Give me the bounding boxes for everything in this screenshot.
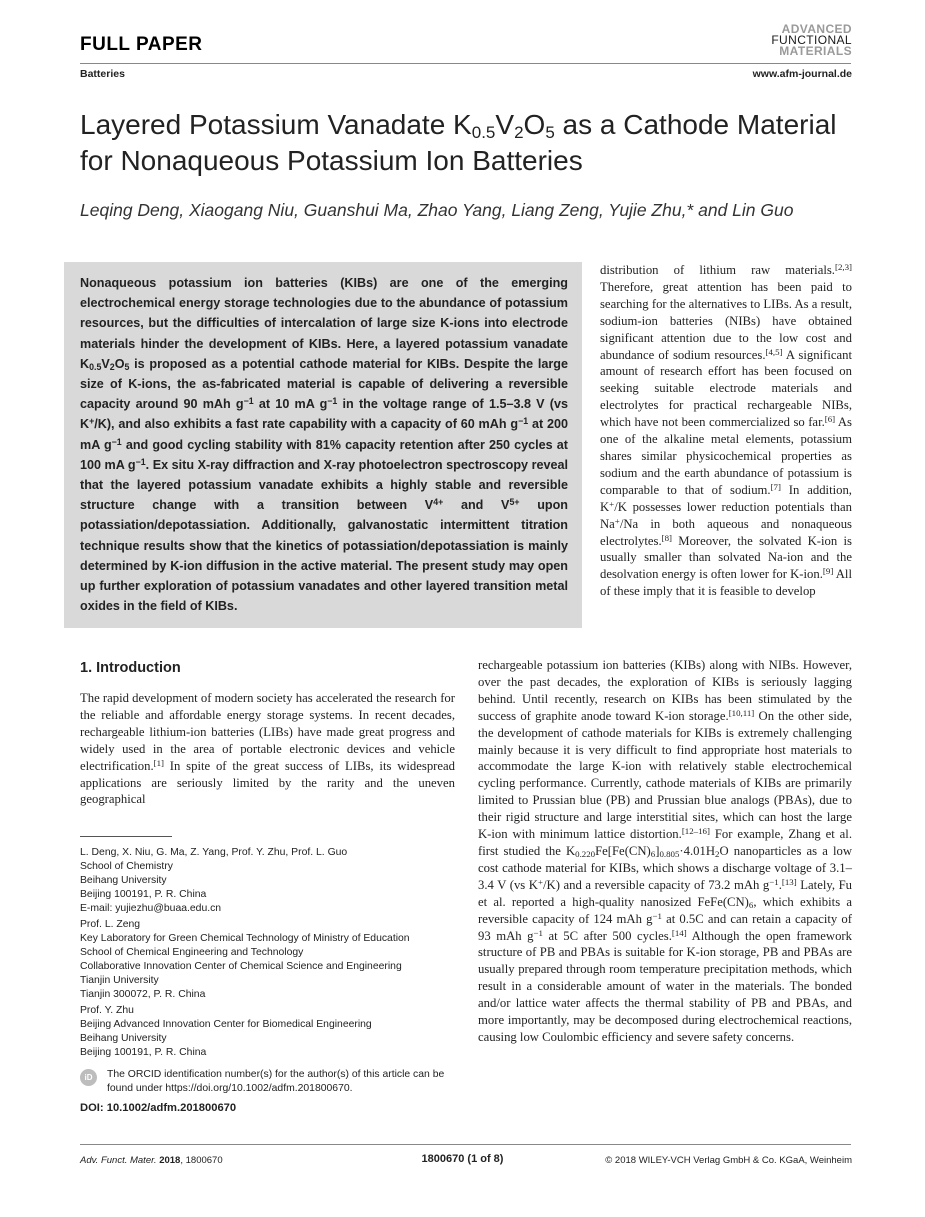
footer-divider	[80, 1144, 851, 1145]
affiliation-line: Key Laboratory for Green Chemical Technology of Ministry of Education	[80, 933, 410, 944]
affiliation-line: Beijing 100191, P. R. China	[80, 1047, 207, 1058]
body-text-right-bottom: rechargeable potassium ion batteries (KIBs) along with NIBs. However, over the past decades, the exploration of KIBs is seriously lagging behind. Until recently, research on KIBs has been stimulated by the success of graphite anode toward K-ion storage.[10,11] On the other side, the development of cathode materials for KIBs is extremely challenging mainly because it is very difficult to find appropriate host materials to accommodate the large K-ion with relatively stable electrochemical cycling performance. Currently, cathode materials of KIBs are primarily limited to Prussian blue (PB) and Prussian blue analogs (PBAs), due to their rigid structure and large interstitial sites, which can host the large K-ion with minimum lattice distortion.[12–16] For example, Zhang et al. first studied the $K_{0.220}Fe[Fe(CN)_6]_{0.805}\cdot 4.01H_2O$ nanoparticles as a low cost cathode material for KIBs, which shows a discharge voltage of 3.1–3.4 V (vs K+/K) and a reversible capacity of 73.2 mAh $g^{-1}.[13]$ Lately, Fu et al. reported a high-quality nanosized $FeFe(CN)_6$, which exhibits a reversible capacity of 124 mAh $g^{-1}$ at 0.5C and can retain a capacity of 93 mAh $g^{-1}$ at 5C after 500 cycles.[14] Although the open framework structure of PB and PBAs is suitable for K-ion storage, PB and PBAs are usually prepared through room temperature precipitation methods, which result in a considerable amount of water in the materials. The bonded and/or lattice water affects the thermal stability of PB and PBAs, and more importantly, may be decomposed during electrochemical reactions, causing low Coulombic efficiency and severe safety concerns.	[478, 658, 853, 1044]
affiliation-line: L. Deng, X. Niu, G. Ma, Z. Yang, Prof. Y. Zhu, Prof. L. Guo	[80, 847, 348, 858]
affiliation-group	[80, 846, 470, 916]
affiliation-line: Beihang University	[80, 1033, 167, 1044]
logo-line-materials: MATERIALS	[779, 44, 852, 58]
affiliation-line: Collaborative Innovation Center of Chemical Science and Engineering	[80, 961, 402, 972]
affiliation-line: Prof. Y. Zhu	[80, 1005, 134, 1016]
section-heading-introduction: 1. Introduction	[80, 660, 181, 676]
journal-logo	[771, 24, 852, 57]
affiliation-line: School of Chemical Engineering and Technology	[80, 947, 304, 958]
page-number: 1800670 (1 of 8)	[421, 1153, 504, 1165]
body-text-right-top: distribution of lithium raw materials.[2,3] Therefore, great attention has been paid to searching for the alternatives to LIBs. As a result, sodium-ion batteries (NIBs) have obtained significant attention due to the low cost and abundance of sodium resources.[4,5] A significant amount of research effort has been focused on seeking suitable electrode materials and electrolytes for practical rechargeable NIBs, which have not been commercialized so far.[6] As one of the alkaline metal elements, potassium shares similar physicochemical properties as sodium and the earth abundance of potassium is comparable to that of sodium.[7] In addition, K+/K possesses lower reduction potentials than Na+/Na in both aqueous and nonaqueous electrolytes.[8] Moreover, the solvated K-ion is usually smaller than solvated Na-ion and the desolvation energy is often lower for K-ion.[9] All of these imply that it is feasible to develop	[600, 262, 852, 599]
author-list: Leqing Deng, Xiaogang Niu, Guanshui Ma, Zhao Yang, Liang Zeng, Yujie Zhu,* and Lin Guo	[80, 200, 794, 220]
affiliation-group	[80, 918, 470, 1002]
affiliation-line: Prof. L. Zeng	[80, 919, 141, 930]
doi-link[interactable]: DOI: 10.1002/adfm.201800670	[80, 1102, 237, 1114]
orcid-icon[interactable]: iD	[80, 1069, 97, 1086]
footer-citation: Adv. Funct. Mater. 2018, 1800670	[80, 1155, 223, 1166]
journal-url-link[interactable]: www.afm-journal.de	[752, 68, 852, 80]
introduction-text: The rapid development of modern society has accelerated the research for the reliable and affordable energy storage systems. In recent decades, rechargeable lithium-ion batteries (LIBs) have made great progress and widely used in the area of portable electronic devices and vehicle electrification.[1] In spite of the great success of LIBs, its widespread applications are seriously limited by the rarity and the uneven geographical	[80, 691, 455, 807]
contact-email[interactable]: E-mail: yujiezhu@buaa.edu.cn	[80, 903, 222, 914]
abstract-text: Nonaqueous potassium ion batteries (KIBs) are one of the emerging electrochemical energy storage technologies due to the abundance of potassium resources, but the difficulties of intercalation of large size K-ions into electrode materials hinder the development of KIBs. Here, a layered potassium vanadate $K_{0.5}V_2O_5$ is proposed as a potential cathode material for KIBs. Despite the large size of K-ions, the as-fabricated material is capable of delivering a reversible capacity around 90 mAh $g^{-1}$ at 10 mA $g^{-1}$ in the voltage range of 1.5–3.8 V (vs K+/K), and also exhibits a fast rate capability with a capacity of 60 mAh $g^{-1}$ at 200 mA $g^{-1}$ and good cycling stability with 81% capacity retention after 250 cycles at 100 mA $g^{-1}$. Ex situ X-ray diffraction and X-ray photoelectron spectroscopy reveal that the layered potassium vanadate exhibits a highly stable and reversible structure change with a transition between $V^{4+}$ and $V^{5+}$ upon potassiation/depotassiation. Additionally, galvanostatic intermittent titration technique results show that the kinetics of potassiation/depotassiation is mainly determined by K-ion diffusion in the active material. The present study may open up further exploration of potassium vanadates and other layered transition metal oxides in the field of KIBs.	[80, 276, 568, 614]
affiliation-line: School of Chemistry	[80, 861, 173, 872]
affiliations	[80, 846, 470, 1062]
affiliation-line: Beijing Advanced Innovation Center for Biomedical Engineering	[80, 1019, 372, 1030]
affiliation-group	[80, 1004, 470, 1060]
affiliation-line: Beihang University	[80, 875, 167, 886]
affiliation-divider	[80, 836, 172, 837]
orcid-text[interactable]: The ORCID identification number(s) for the author(s) of this article can be found under https://doi.org/10.1002/adfm.201800670.	[107, 1069, 445, 1094]
copyright-notice: © 2018 WILEY-VCH Verlag GmbH & Co. KGaA, Weinheim	[605, 1155, 852, 1166]
affiliation-line: Beijing 100191, P. R. China	[80, 889, 207, 900]
article-type-label: FULL PAPER	[80, 34, 203, 55]
affiliation-line: Tianjin 300072, P. R. China	[80, 989, 206, 1000]
logo-line-functional: FUNCTIONAL	[771, 33, 852, 47]
affiliation-line: Tianjin University	[80, 975, 159, 986]
header-divider	[80, 63, 851, 64]
logo-line-advanced: ADVANCED	[781, 22, 852, 36]
paper-title: Layered Potassium Vanadate $K_{0.5}V_2O_5$ as a Cathode Material for Nonaqueous Potassium Ion Batteries	[80, 109, 837, 176]
section-label: Batteries	[80, 68, 125, 80]
orcid-note	[80, 1068, 470, 1095]
